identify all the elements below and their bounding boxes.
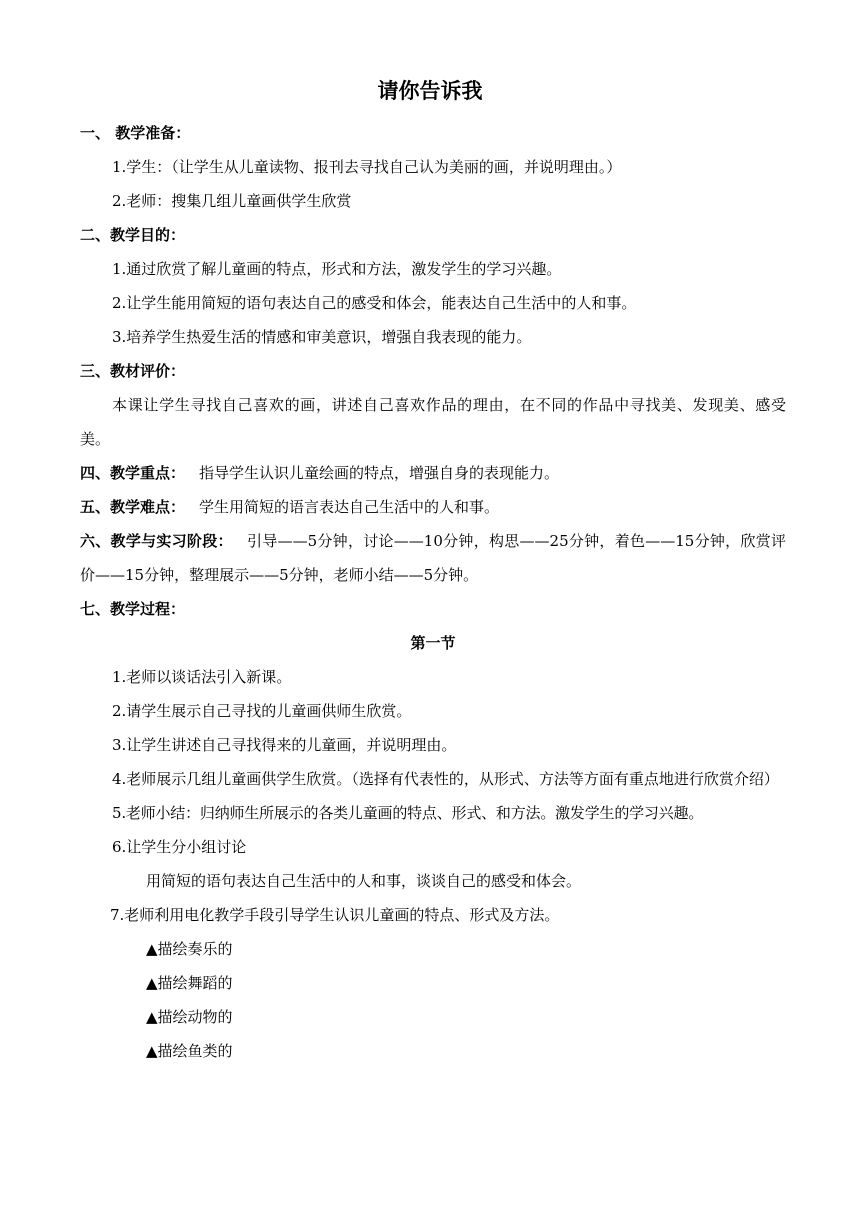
list-item: 2.请学生展示自己寻找的儿童画供师生欣赏。 <box>112 702 412 720</box>
list-item: 2.老师：搜集几组儿童画供学生欣赏 <box>112 192 352 210</box>
bullet-item: ▲描绘奏乐的 <box>146 940 233 958</box>
section-key-points <box>80 456 786 490</box>
bullet-item: ▲描绘舞蹈的 <box>146 974 233 992</box>
list-item: 1.通过欣赏了解儿童画的特点，形式和方法，激发学生的学习兴趣。 <box>112 260 562 278</box>
section-heading-evaluation: 三、教材评价： <box>80 362 186 380</box>
key-points-text: 指导学生认识儿童绘画的特点，增强自身的表现能力。 <box>199 464 560 482</box>
document-title: 请你告诉我 <box>377 79 483 103</box>
list-item: 3.让学生讲述自己寻找得来的儿童画，并说明理由。 <box>112 736 457 754</box>
list-item: 1.学生：（让学生从儿童读物、报刊去寻找自己认为美丽的画，并说明理由。） <box>112 158 622 176</box>
section-time-allocation <box>80 524 786 592</box>
time-allocation-text: 引导——5分钟，讨论——10分钟，构思——25分钟，着色——15分钟，欣赏评价——15分钟，整理展示——5分钟，老师小结——5分钟。 <box>80 532 786 584</box>
difficulties-text: 学生用简短的语言表达自己生活中的人和事。 <box>199 498 500 516</box>
list-item: 5.老师小结：归纳师生所展示的各类儿童画的特点、形式、和方法。激发学生的学习兴趣。 <box>112 804 704 822</box>
list-item: 1.老师以谈话法引入新课。 <box>112 668 292 686</box>
document-body <box>80 116 786 1068</box>
bullet-item: ▲描绘动物的 <box>146 1008 233 1026</box>
section-heading-key-points: 四、教学重点： <box>80 464 186 482</box>
list-item: 2.让学生能用简短的语句表达自己的感受和体会，能表达自己生活中的人和事。 <box>112 294 637 312</box>
subsection-heading-first: 第一节 <box>410 634 456 652</box>
list-item: 4.老师展示几组儿童画供学生欣赏。（选择有代表性的，从形式、方法等方面有重点地进行欣赏介绍） <box>112 770 779 788</box>
section-heading-difficulties: 五、教学难点： <box>80 498 186 516</box>
evaluation-paragraph: 本课让学生寻找自己喜欢的画，讲述自己喜欢作品的理由，在不同的作品中寻找美、发现美、感受美。 <box>80 396 786 448</box>
list-item: 6.让学生分小组讨论 <box>112 838 247 856</box>
section-heading-preparation: 一、 教学准备： <box>80 124 191 142</box>
section-heading-objectives: 二、教学目的： <box>80 226 186 244</box>
list-item: 7.老师利用电化教学手段引导学生认识儿童画的特点、形式及方法。 <box>110 906 560 924</box>
section-heading-process: 七、教学过程： <box>80 600 186 618</box>
bullet-item: ▲描绘鱼类的 <box>146 1042 233 1060</box>
section-heading-time-allocation: 六、教学与实习阶段： <box>80 532 233 550</box>
section-difficulties <box>80 490 786 524</box>
discussion-text: 用简短的语句表达自己生活中的人和事，谈谈自己的感受和体会。 <box>146 872 582 890</box>
list-item: 3.培养学生热爱生活的情感和审美意识，增强自我表现的能力。 <box>112 328 532 346</box>
